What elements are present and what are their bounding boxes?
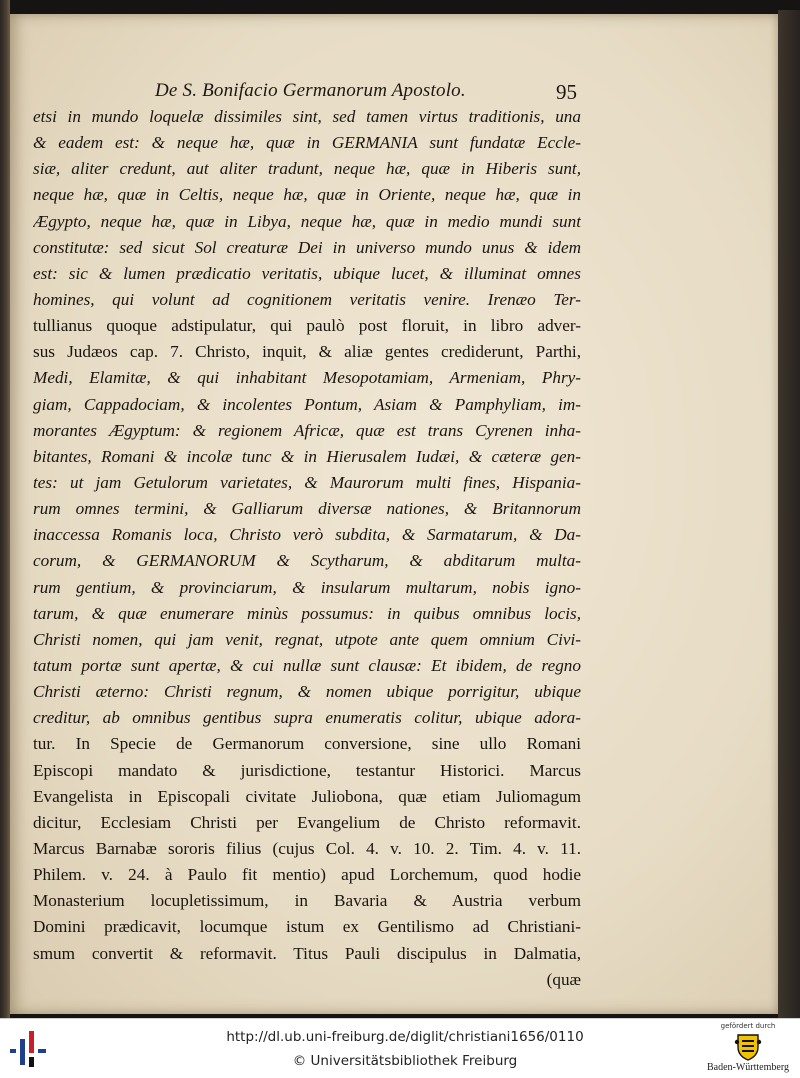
running-head: De S. Bonifacio Germanorum Apostolo. [155,80,466,101]
text-line: tur. In Specie de Germanorum conversione, sine ullo Romani [33,734,581,754]
viewer-footer [0,1018,800,1078]
text-line: Christi nomen, qui jam venit, regnat, utpote ante quem omnium Civi- [33,629,581,649]
text-line: corum, & GERMANORUM & Scytharum, & abditarum multa- [33,551,581,571]
university-library-logo-icon[interactable] [8,1027,50,1071]
text-line: Evangelista in Episcopali civitate Juliobona, quæ etiam Juliomagum [33,786,581,806]
text-line: Domini prædicavit, locumque istum ex Gentilismo ad Christiani- [33,917,581,937]
text-line: sus Judæos cap. 7. Christo, inquit, & aliæ gentes crediderunt, Parthi, [33,342,581,362]
text-line: Christi æterno: Christi regnum, & nomen ubique porrigitur, ubique [33,682,581,702]
text-line: Ægypto, neque hæ, quæ in Libya, neque hæ, quæ in medio mundi sunt [33,211,581,231]
text-line: dicitur, Ecclesiam Christi per Evangelium de Christo reformavit. [33,812,581,832]
text-line: etsi in mundo loquelæ dissimiles sint, sed tamen virtus traditionis, una [33,107,581,126]
text-line: tullianus quoque adstipulatur, qui paulò post floruit, in libro adver- [33,316,581,336]
text-line: Philem. v. 24. à Paulo fit mentio) apud Lorchemum, quod hodie [33,865,581,885]
text-line: est: sic & lumen prædicatio veritatis, ubique lucet, & illuminat omnes [33,263,581,283]
text-line: tes: ut jam Getulorum varietates, & Maurorum multi fines, Hispania- [33,472,581,492]
page-number: 95 [556,80,577,104]
text-line: siæ, aliter credunt, aut aliter tradunt, neque hæ, quæ in Hiberis sunt, [33,159,581,179]
text-line: rum gentium, & provinciarum, & insularum multarum, nobis igno- [33,577,581,597]
text-line: inaccessa Romanis loca, Christo verò subdita, & Sarmatarum, & Da- [33,525,581,545]
text-line: creditur, ab omnibus gentibus supra enumeratis colitur, ubique adora- [33,708,581,728]
text-line: bitantes, Romani & incolæ tunc & in Hierusalem Iudæi, & cæteræ gen- [33,446,581,466]
text-line: rum omnes termini, & Galliarum diversæ nationes, & Britannorum [33,499,581,519]
sponsor-label: gefördert durch [720,1022,776,1030]
text-line: Medi, Elamitæ, & qui inhabitant Mesopotamiam, Armeniam, Phry- [33,368,581,388]
page-edge [778,10,800,1018]
text-line: & eadem est: & neque hæ, quæ in GERMANIA sunt fundatæ Eccle- [33,133,581,153]
copyright-notice: © Universitätsbibliothek Freiburg [292,1053,518,1069]
text-line: tarum, & quæ enumerare minùs possumus: in quibus omnibus locis, [33,603,581,623]
baden-wuerttemberg-crest-icon [733,1032,763,1062]
sponsor-block [700,1022,796,1076]
text-line: morantes Ægyptum: & regionem Africæ, quæ est trans Cyrenen inha- [33,420,581,440]
text-line: homines, qui volunt ad cognitionem veritatis venire. Irenæo Ter- [33,289,581,309]
text-line: Monasterium locupletissimum, in Bavaria & Austria verbum [33,891,581,911]
text-line: neque hæ, quæ in Celtis, neque hæ, quæ in Oriente, neque hæ, quæ in [33,185,581,205]
page-text [33,104,581,993]
text-line: smum convertit & reformavit. Titus Pauli discipulus in Dalmatia, [33,943,581,963]
catchword: (quæ [546,969,581,989]
book-spine [0,0,10,1018]
text-line: giam, Cappadociam, & incolentes Pontum, Asiam & Pamphyliam, im- [33,394,581,414]
text-line: constitutæ: sed sicut Sol creaturæ Dei in universo mundo unus & idem [33,237,581,257]
text-line: Episcopi mandato & jurisdictione, testantur Historici. Marcus [33,760,581,780]
sponsor-name: Baden-Württemberg [706,1062,789,1073]
text-line: tatum portæ sunt apertæ, & cui nullæ sunt clausæ: Et ibidem, de regno [33,655,581,675]
text-line: Marcus Barnabæ sororis filius (cujus Col. 4. v. 10. 2. Tim. 4. v. 11. [33,838,581,858]
permalink-url[interactable]: http://dl.ub.uni-freiburg.de/diglit/christiani1656/0110 [226,1029,584,1045]
